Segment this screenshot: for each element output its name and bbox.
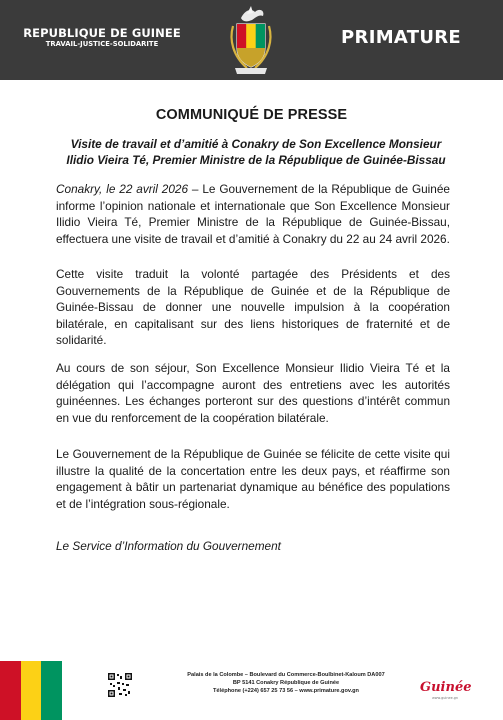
header-banner: [0, 0, 503, 80]
address-line-2: BP 5141 Conakry République de Guinée: [232, 679, 340, 686]
subtitle-line-1: Visite de travail et d’amitié à Conakry de Son Excellence Monsieur: [70, 137, 442, 151]
office-name: PRIMATURE: [341, 27, 461, 48]
guinee-brand-logo: [418, 674, 472, 702]
qr-code-icon[interactable]: [107, 672, 133, 698]
guinea-coat-of-arms-icon: [225, 4, 277, 76]
paragraph-4: Le Gouvernement de la République de Guinée se félicite de cette visite qui illustre la qualité de la concertation entre les deux pays, et réaffirme son engagement à bâtir un partenariat dynamique au bénéfice des populations et de l’intégration sous-régionale.: [56, 447, 450, 511]
document-subtitle: [56, 136, 456, 168]
address-line-3: Téléphone (+224) 657 25 73 56 – www.primature.gov.gn: [213, 687, 359, 694]
document-title: COMMUNIQUÉ DE PRESSE: [155, 107, 348, 123]
logo-url: www.guinee.gn: [432, 696, 459, 700]
republic-block: [22, 26, 182, 49]
signature: Le Service d’Information du Gouvernement: [56, 539, 281, 553]
guinea-flag-icon: [0, 661, 62, 720]
paragraph-1: [56, 181, 450, 247]
republic-name: REPUBLIQUE DE GUINEE: [23, 26, 181, 40]
paragraph-1-text: – Le Gouvernement de la République de Guinée informe l’opinion nationale et internationale que Son Excellence Monsieur Ilidio Vieira Té, Premier Ministre de la République de Guinée-Bissau, effectuera une visite de travail et d’amitié à Conakry du 22 au 24 avril 2026.: [56, 182, 450, 246]
national-motto: TRAVAIL-JUSTICE-SOLIDARITE: [45, 40, 159, 48]
paragraph-2: Cette visite traduit la volonté partagée des Présidents et des Gouvernements de la République de Guinée et de la République de Guinée-Bissau de donner une nouvelle impulsion à la coopération bilatérale, en capitalisant sur des liens historiques de fraternité et de solidarité.: [56, 267, 450, 347]
footer-address: [168, 672, 404, 695]
paragraph-3: Au cours de son séjour, Son Excellence Monsieur Ilidio Vieira Té et la délégation qui l’accompagne auront des entretiens avec les autorités guinéennes. Les échanges porteront sur des questions d’intérêt commun en vue du renforcement de la coopération bilatérale.: [56, 361, 450, 425]
flag-band-green: [41, 661, 62, 720]
flag-band-yellow: [21, 661, 42, 720]
subtitle-line-2: Ilidio Vieira Té, Premier Ministre de la République de Guinée-Bissau: [66, 153, 446, 167]
address-line-1: Palais de la Colombe – Boulevard du Commerce-Boulbinet-Kaloum DA007: [187, 672, 385, 678]
dateline: Conakry, le 22 avril 2026: [56, 182, 189, 196]
flag-band-red: [0, 661, 21, 720]
logo-text: Guinée: [420, 680, 472, 695]
